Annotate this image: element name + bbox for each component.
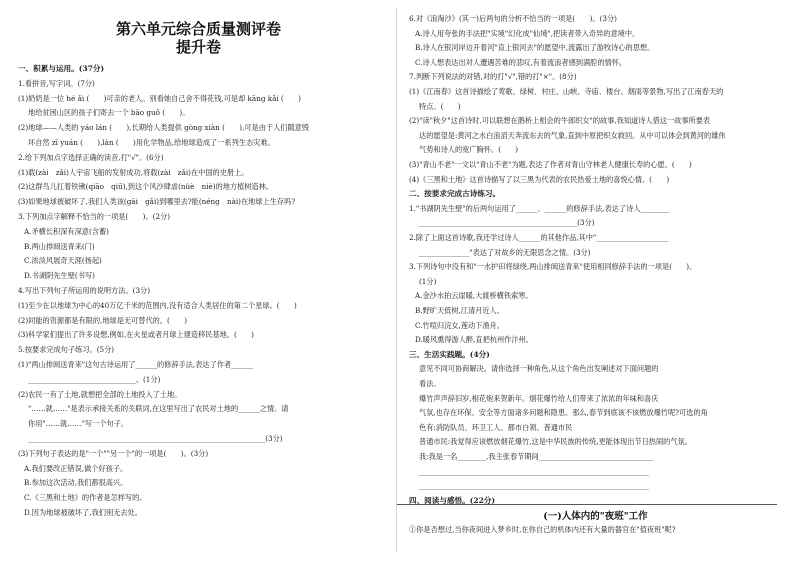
question-line: B.诗人在银河岸边开着河"直上银河去"的愿望中,流露出了游牧诗心的思想。 [415, 43, 655, 53]
question-line: 气势和诗人的宽广胸怀。( ) [419, 145, 519, 155]
question-line: 特点。( ) [419, 101, 461, 111]
reading-passage-title: (一)人体内的"夜班"工作 [543, 511, 648, 522]
question-line: 4.写出下列句子所运用的说明方法。(3分) [18, 286, 151, 295]
question-line: 7.判断下列说法的对错,对的打"√",错的打"×"。(8分) [409, 72, 577, 82]
question-line: C.诗人想表达出对人遭遇苦难的悲叹,有着流浪者感到满腔的情怀。 [415, 57, 627, 67]
question-line: 1."书湖阴先生壁"的后两句运用了______、______的修辞手法,表达了诗人________ [409, 203, 670, 213]
question-line: (4)《三黑和土地》这首诗描写了以三黑为代表的农民热爱土地的喜悦心情。( ) [409, 174, 670, 184]
question-line: (1)载(zài zǎi)人宇宙飞船的发射成功,将载(zài zǎi)在中国的史册上。 [18, 167, 249, 177]
section-heading: 四、阅读与感悟。(22分) [409, 495, 496, 505]
question-line: (3)下列句子表达的是"一个""另一个"的一项是( )。(3分) [18, 448, 209, 458]
question-line: 地给贫困山区的孩子们寄去一个 bāo guǒ ( )。 [28, 108, 190, 118]
question-line: B.参加这次活动,我们都很高兴。 [24, 478, 128, 488]
question-line: (2)农民一有了土地,就想把全部的土地投入了土地。 [18, 389, 182, 399]
question-line: 色有:消防队员、环卫工人、都市白领、普通市民 [419, 422, 573, 432]
question-line: D.暖风熏得游人醉,直把杭州作汴州。 [415, 335, 533, 345]
question-line: 我:我是一名________,我主张春节期间________________________________ [419, 452, 654, 461]
question-line: C.浓淡风展奇天涯(扬起) [24, 256, 102, 266]
question-line: 达的愿望是:黄河之水白浪滔天奔流东去的气象,直到中原把织女救回。从中可以体会到黄河的雄伟 [419, 130, 726, 140]
question-line: C.竹喧归浣女,莲动下渔舟。 [415, 320, 504, 330]
question-line: 意见不同可协商解决。请你选择一种角色,从这个角色出发阐述对下面问题的 [419, 364, 659, 374]
question-line: (1)"两山排闼送青来"这句古诗运用了______的修辞手法,表达了作者______ [18, 360, 253, 369]
question-line: 3.下列加点字解释不恰当的一项是( )。(2分) [18, 212, 171, 221]
question-line: A.矛横长积深有深意(含蓄) [24, 226, 109, 236]
question-line: B.两山排闼送青来(门) [24, 241, 95, 251]
question-line: (3)如果地球被破坏了,我们人类该(gāi gǎi)到哪里去?能(néng nài)在地球上生存吗? [18, 197, 296, 207]
question-line: 爆竹声声辞旧岁,相花炮来贺新年。烟花爆竹给人们带来了浓浓的年味和喜庆 [419, 393, 659, 403]
question-line: 1.看拼音,写字词。(7分) [18, 78, 95, 88]
question-line: ______________"表达了对故乡的无限思念之情。(3分) [419, 247, 591, 257]
question-line: 看法。 [419, 379, 441, 388]
question-line: A.诗人用夸张的手法把"实境"幻化成"仙境",把读者带入奇异的意境中。 [415, 28, 640, 38]
question-line: __________________________________________________________________(3分) [28, 434, 283, 443]
question-line: (2)"读"秋夕"这首诗时,可以联想在鹊桥上相会的牛郎织女"的故事,我知道诗人借这一故事所要表 [409, 116, 711, 126]
question-line: 2.除了上面这首诗歌,我还学过诗人______的其他作品,其中"____________________ [409, 233, 669, 242]
question-line: C.《三黑和土地》的作者是怎样写的。 [24, 493, 147, 503]
question-line: (2)地球——人类的 yáo lán ( ),长期给人类提供 gòng xiàn ( ),可是由于人们随意毁 [18, 123, 310, 133]
question-line: (1)《江南春》这首诗描绘了莺歌、绿树、村庄、山峡、寺庙、楼台、烟雨等景物,写出了江南春天的 [409, 87, 724, 96]
question-line: (3)"青山不老"一文以"青山不老"为题,表达了作者对青山守林老人健康长寿的心愿。( ) [409, 160, 692, 169]
page-title: 第六单元综合质量测评卷 [115, 20, 281, 38]
question-line: ________________________________________________________________ [419, 481, 649, 491]
question-line: (1分) [419, 276, 437, 286]
question-line: D.书湖阴先生壁(书写) [24, 271, 95, 281]
question-line: (2)这群鸟儿扛着铁锹(qiāo qiū),到这个风沙肆虐(nüè niè)的地方植树造林。 [18, 182, 274, 192]
question-line: 你用"……就……"写一个句子。 [28, 419, 129, 429]
question-line: 6.对《浪淘沙》(其一)后两句的分析不恰当的一项是( )。(3分) [409, 14, 617, 23]
question-line: A.金沙水拍云崖暖,大渡桥横铁索寒。 [415, 291, 533, 301]
question-line: 普通市民:我觉得应该燃放烟花爆竹,这是中华民族的传统,更能体现出节日热闹的气氛。 [419, 437, 692, 447]
question-line: (1)奶奶是一位 hé ǎi ( )可亲的老人。别看她自己舍不得花钱,可是却 kāng kǎi ( ) [18, 93, 301, 103]
question-line: 坏自然 zī yuán ( ),làn ( )用化学物品,给地球造成了一系列生态灾难。 [28, 138, 275, 147]
question-line: ______________________________。(1分) [28, 374, 161, 384]
section-heading: 二、按要求完成古诗练习。 [409, 189, 501, 199]
question-line: 3.下列诗句中没有和"一水护田将绿绕,两山排闼送青来"使用相同修辞手法的一项是( )。 [409, 262, 697, 272]
question-line: (2)同能的资源都是有限的,地球是无可替代的。( ) [18, 315, 188, 325]
question-line: A.我们要改正错误,做个好孩子。 [24, 463, 128, 473]
question-line: 气氛,也存在环保、安全等方面诸多问题和隐患。那么,春节到底该不该燃放爆竹呢?可选的角 [419, 408, 708, 418]
page-subtitle: 提升卷 [175, 38, 221, 56]
question-line: 5.按要求完成句子练习。(5分) [18, 345, 115, 355]
reading-heading-rule [397, 504, 777, 505]
question-line: 2.给下列加点字选择正确的读音,打"√"。(6分) [18, 152, 164, 162]
right-column [397, 0, 794, 561]
section-heading: 三、生活实践题。(4分) [409, 349, 490, 359]
question-line: (3)科学家们提出了许多设想,例如,在火星或者月球上建造移民基地。( ) [18, 330, 254, 340]
question-line: "……就……"是表示承接关系的关联词,在这里写出了农民对土地的______之情。请 [28, 404, 289, 414]
question-line: D.因为地球被破坏了,我们别无去处。 [24, 508, 142, 517]
question-line: B.野旷天低树,江清月近人。 [415, 306, 504, 315]
question-line: (1)至少在以地球为中心的40万亿千米的范围内,没有适合人类居住的第二个星球。( ) [18, 300, 297, 310]
section-heading: 一、积累与运用。(37分) [18, 64, 105, 73]
question-line: ____________________________________________(3分) [419, 218, 595, 228]
question-line: ________________________________________________________________ [419, 466, 649, 476]
reading-first-paragraph: ①你是否想过,当你夜间进入梦乡时,在你自己的机体内还有大量的器官在"值夜班"呢? [409, 525, 676, 534]
